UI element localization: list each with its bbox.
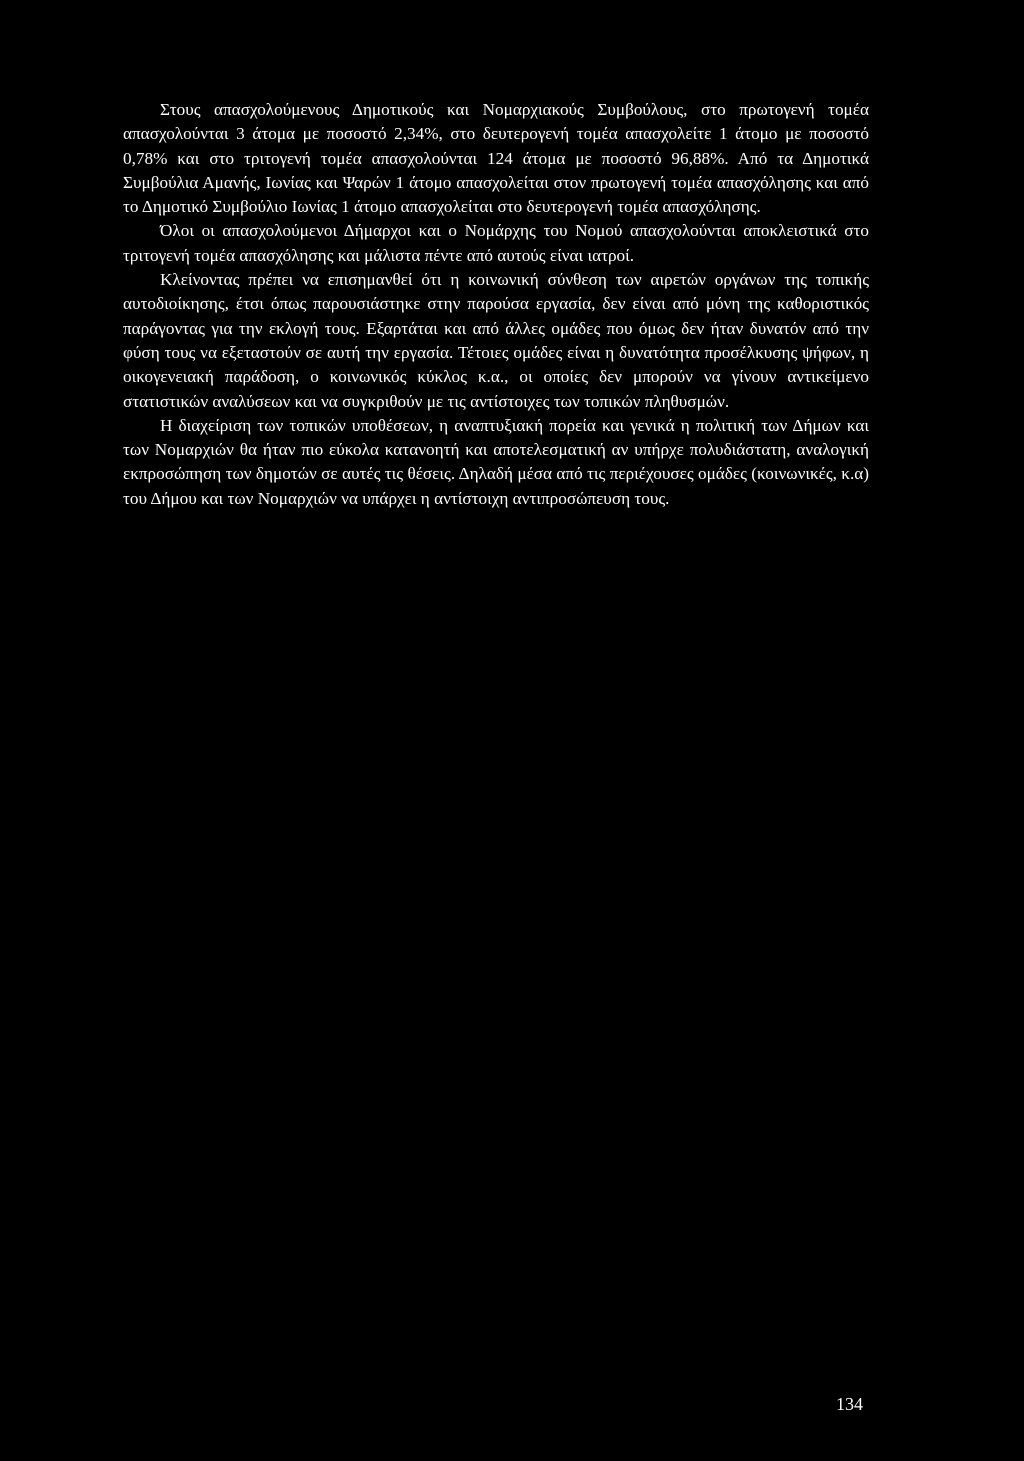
page-number: 134 [836, 1394, 863, 1414]
document-body [123, 98, 869, 511]
paragraph-mayors-prefect: Όλοι οι απασχολούμενοι Δήμαρχοι και ο Νομάρχης του Νομού απασχολούνται αποκλειστικά στο τριτογενή τομέα απασχόλησης και μάλιστα πέντε από αυτούς είναι ιατροί. [123, 221, 869, 265]
paragraph-conclusion: Κλείνοντας πρέπει να επισημανθεί ότι η κοινωνική σύνθεση των αιρετών οργάνων της τοπικής αυτοδιοίκησης, έτσι όπως παρουσιάστηκε στην παρούσα εργασία, δεν είναι από μόνη της καθοριστικός παράγοντας για την εκλογή τους. Εξαρτάται και από άλλες ομάδες που όμως δεν ήταν δυνατόν από την φύση τους να εξεταστούν σε αυτή την εργασία. Τέτοιες ομάδες είναι η δυνατότητα προσέλκυσης ψήφων, η οικογενειακή παράδοση, ο κοινωνικός κύκλος κ.α., οι οποίες δεν μπορούν να γίνουν αντικείμενο στατιστικών αναλύσεων και να συγκριθούν με τις αντίστοιχες των τοπικών πληθυσμών. [123, 270, 869, 411]
paragraph-employment-sectors: Στους απασχολούμενους Δημοτικούς και Νομαρχιακούς Συμβούλους, στο πρωτογενή τομέα απασχολούνται 3 άτομα με ποσοστό 2,34%, στο δευτερογενή τομέα απασχολείτε 1 άτομο με ποσοστό 0,78% και στο τριτογενή τομέα απασχολούνται 124 άτομα με ποσοστό 96,88%. Από τα Δημοτικά Συμβούλια Αμανής, Ιωνίας και Ψαρών 1 άτομο απασχολείται στον πρωτογενή τομέα απασχόλησης και από το Δημοτικό Συμβούλιο Ιωνίας 1 άτομο απασχολείται στο δευτερογενή τομέα απασχόλησης. [123, 100, 869, 217]
paragraph-local-affairs: Η διαχείριση των τοπικών υποθέσεων, η αναπτυξιακή πορεία και γενικά η πολιτική των Δήμων και των Νομαρχιών θα ήταν πιο εύκολα κατανοητή και αποτελεσματική αν υπήρχε πολυδιάστατη, αναλογική εκπροσώπηση των δημοτών σε αυτές τις θέσεις. Δηλαδή μέσα από τις περιέχουσες ομάδες (κοινωνικές, κ.α) του Δήμου και των Νομαρχιών να υπάρχει η αντίστοιχη αντιπροσώπευση τους. [123, 415, 869, 508]
